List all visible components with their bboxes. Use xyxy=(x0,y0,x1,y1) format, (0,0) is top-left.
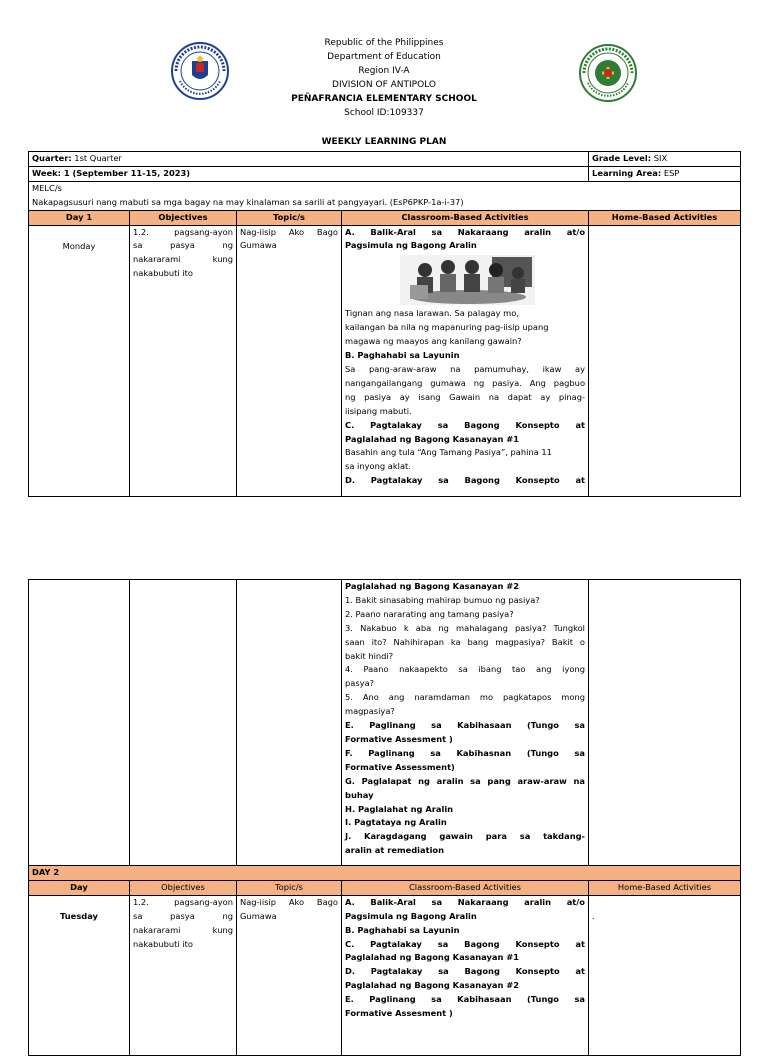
melc-cell xyxy=(29,181,741,210)
school-name: PEÑAFRANCIA ELEMENTARY SCHOOL xyxy=(291,94,477,104)
learning-area-cell: Learning Area: ESP xyxy=(589,166,741,181)
plan-table-page-2 xyxy=(28,579,741,1056)
day1-day: Monday xyxy=(29,225,130,496)
day2-home-activities: . xyxy=(589,895,741,1055)
letterhead xyxy=(0,36,768,120)
document-title: WEEKLY LEARNING PLAN xyxy=(321,137,447,147)
day2-col-home-activities: Home-Based Activities xyxy=(589,880,741,895)
day2-objective: 1.2. pagsang-ayon sa pasya ng nakararami kung nakabubuti ito xyxy=(130,895,237,1055)
col-topics: Topic/s xyxy=(237,210,342,225)
day2-col-classroom-activities: Classroom-Based Activities xyxy=(342,880,589,895)
header-line-4: DIVISION OF ANTIPOLO xyxy=(332,80,436,90)
day2-topic: Nag-iisip Ako Bago Gumawa xyxy=(237,895,342,1055)
week-cell: Week: 1 (September 11-15, 2023) xyxy=(29,166,589,181)
column-header-row xyxy=(29,210,741,225)
day2-activities: A. Balik-Aral sa Nakaraang aralin at/o Pagsimula ng Bagong Aralin B. Paghahabi sa Layunin C. Pagtalakay sa Bagong Konsepto at Paglalahad ng Bagong Kasanayan #1 D. Pagtalakay sa Bagong Konsepto at Paglalahad ng Bagong Kasanayan #2 E. Paglinang sa Kabihasaan (Tungo sa Formative Assesment ) xyxy=(342,895,589,1055)
melc-text: Nakapagsusuri nang mabuti sa mga bagay na may kinalaman sa sarili at pangyayari. (EsP6PKP-1a-i-37) xyxy=(32,196,464,207)
day2-col-objectives: Objectives xyxy=(130,880,237,895)
day1-home-activities xyxy=(589,225,741,496)
day2-row xyxy=(29,895,741,1055)
day1-topic: Nag-iisip Ako Bago Gumawa xyxy=(237,225,342,496)
classroom-illustration xyxy=(400,255,535,305)
melc-label: MELC/s xyxy=(32,182,62,193)
plan-table-page-1 xyxy=(28,151,741,497)
day2-label: DAY 2 xyxy=(29,866,741,881)
day2-col-topics: Topic/s xyxy=(237,880,342,895)
col-home-activities: Home-Based Activities xyxy=(589,210,741,225)
day1-objective: 1.2. pagsang-ayon sa pasya ng nakararami kung nakabubuti ito xyxy=(130,225,237,496)
col-objectives: Objectives xyxy=(130,210,237,225)
quarter-cell: Quarter: 1st Quarter xyxy=(29,152,589,167)
day2-label-row xyxy=(29,866,741,881)
day2-day: Tuesday xyxy=(29,895,130,1055)
header-line-1: Republic of the Philippines xyxy=(324,38,444,48)
col-day: Day 1 xyxy=(29,210,130,225)
day1-activities: A. Balik-Aral sa Nakaraang aralin at/o Pagsimula ng Bagong Aralin Tignan ang nasa larawan. Sa palagay mo, kailangan ba nila ng mapanuring pag-iisip upang magawa ng maayos ang kanilang gawain? B. Paghahabi sa Layunin Sa pang-araw-araw na pamumuhay, ikaw ay nangangailangang gumawa ng pasiya. Ang pagbuo ng pasiya ay isang Gawain na dapat ay pinag- iisipang mabuti. C. Pagtalakay sa Bagong Konsepto at Paglalahad ng Bagong Kasanayan #1 Basahin ang tula “Ang Tamang Pasiya”, pahina 11 sa inyong aklat. D. Pagtalakay sa Bagong Konsepto at xyxy=(342,225,589,496)
day2-column-header-row xyxy=(29,880,741,895)
grade-level-cell: Grade Level: SIX xyxy=(589,152,741,167)
day1-activities-continued: Paglalahad ng Bagong Kasanayan #2 1. Bakit sinasabing mahirap bumuo ng pasiya? 2. Paano nararating ang tamang pasiya? 3. Nakabuo k aba ng mahalagang pasiya? Tungkol saan ito? Nahihirapan ka bang magpasiya? Bakit o bakit hindi? 4. Paano nakaapekto sa ibang tao ang iyong pasya? 5. Ano ang naramdaman mo pagkatapos mong magpasiya? E. Paglinang sa Kabihasaan (Tungo sa Formative Assesment ) F. Paglinang sa Kabihasnan (Tungo sa Formative Assessment) G. Paglalapat ng aralin sa pang araw-araw na buhay H. Paglalahat ng Aralin I. Pagtataya ng Aralin J. Karagdagang gawain para sa takdang- aralin at remediation xyxy=(342,580,589,866)
school-id: School ID:109337 xyxy=(344,108,424,118)
day2-col-day: Day xyxy=(29,880,130,895)
day1-row xyxy=(29,225,741,496)
col-classroom-activities: Classroom-Based Activities xyxy=(342,210,589,225)
day1-continued-row xyxy=(29,580,741,866)
header-line-2: Department of Education xyxy=(327,52,441,62)
header-line-3: Region IV-A xyxy=(358,66,410,76)
